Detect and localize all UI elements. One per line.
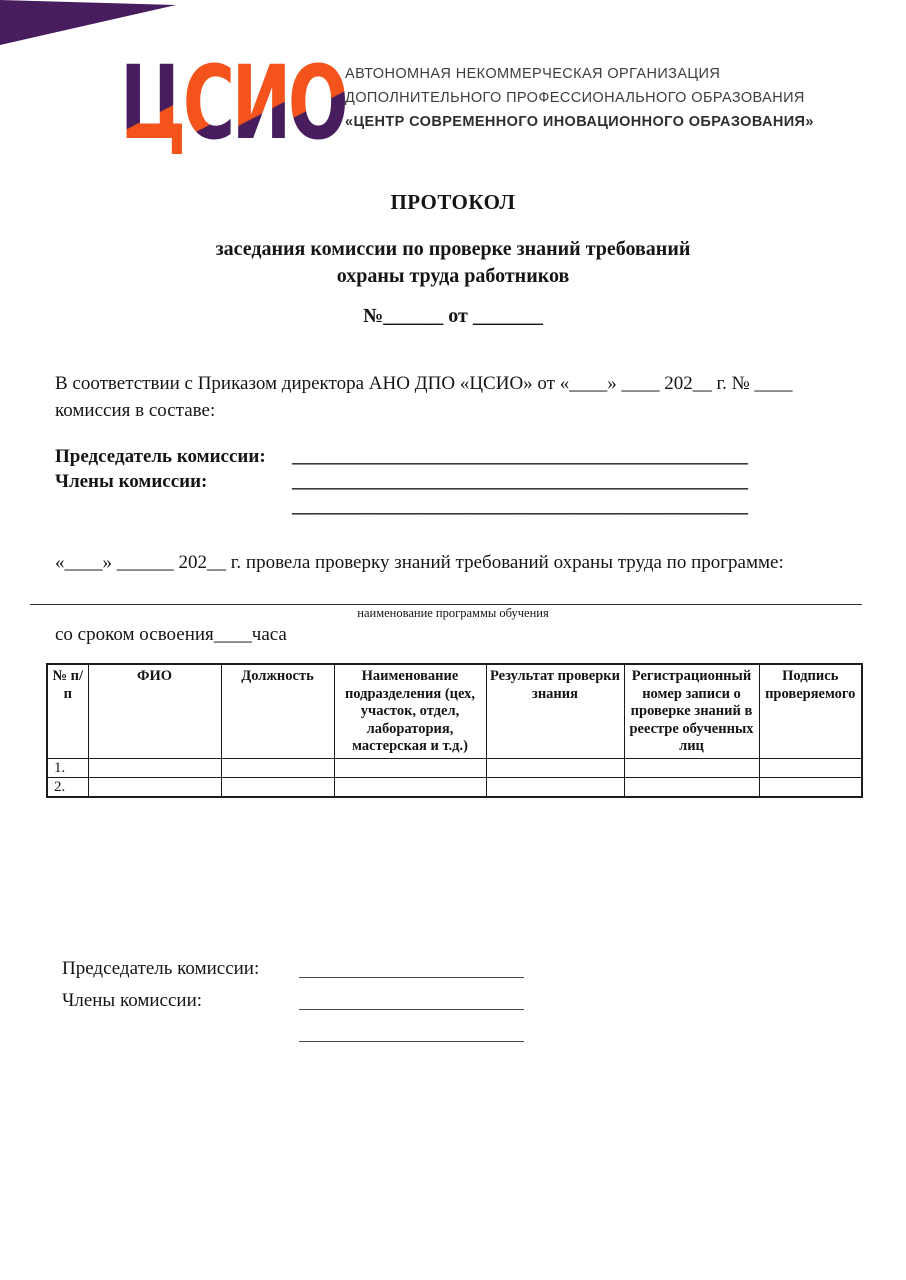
document-title: ПРОТОКОЛ: [390, 190, 516, 214]
cell-result: [486, 777, 624, 797]
program-duration-line: со сроком освоения____часа: [55, 624, 287, 645]
program-name-rule: [30, 604, 862, 605]
org-name-line3: «ЦЕНТР СОВРЕМЕННОГО ИНОВАЦИОННОГО ОБРАЗОВАНИЯ»: [345, 114, 814, 130]
cell-row-number: 2.: [47, 777, 88, 797]
table-row: [47, 777, 862, 797]
subtitle-line1: заседания комиссии по проверке знаний требований: [215, 238, 691, 260]
subtitle-line2: охраны труда работников: [336, 265, 570, 287]
signature-line: [299, 978, 524, 1010]
cell-position: [221, 758, 334, 777]
logo-letter: И: [231, 44, 288, 163]
cell-registration-number: [624, 777, 759, 797]
logo-letter: Ц: [120, 44, 183, 163]
signature-chairman-row: [62, 948, 524, 980]
intro-paragraph: В соответствии с Приказом директора АНО ДПО «ЦСИО» от «____» ____ 202__ г. № ____ комиссия в составе:: [55, 373, 793, 421]
table-row: [47, 758, 862, 777]
signature-chairman-label: Председатель комиссии:: [62, 958, 260, 979]
header-position: Должность: [221, 664, 334, 758]
cell-row-number: 1.: [47, 758, 88, 777]
signature-line: [299, 1010, 524, 1042]
committee-block: [55, 446, 748, 521]
org-name-line1: АВТОНОМНАЯ НЕКОММЕРЧЕСКАЯ ОРГАНИЗАЦИЯ: [345, 66, 721, 82]
member-fill-in-line: ________________________________________________: [292, 496, 748, 517]
knowledge-check-results-table: [46, 663, 863, 798]
examination-date-line: «____» ______ 202__ г. провела проверку знаний требований охраны труда по программе:: [55, 552, 784, 573]
csio-logo: [120, 44, 346, 163]
protocol-number-line: №______ от _______: [363, 305, 543, 327]
members-label: Члены комиссии:: [55, 471, 208, 492]
header-number: № п/п: [47, 664, 88, 758]
signature-members-row: [62, 980, 524, 1012]
cell-department: [334, 777, 486, 797]
chairman-fill-in-line: ________________________________________________: [292, 446, 748, 467]
committee-members-row: [55, 471, 748, 496]
table-header-row: [47, 664, 862, 758]
signature-extra-row: [62, 1012, 524, 1044]
chairman-label: Председатель комиссии:: [55, 446, 266, 467]
header-department: Наименование подразделения (цех, участок, отдел, лаборатория, мастерская и т.д.): [334, 664, 486, 758]
cell-signature: [759, 777, 862, 797]
committee-chairman-row: [55, 446, 748, 471]
program-name-caption: наименование программы обучения: [357, 606, 549, 620]
header-result: Результат проверки знания: [486, 664, 624, 758]
logo-letter: С: [182, 44, 232, 163]
cell-fio: [88, 758, 221, 777]
signature-line: [299, 946, 524, 978]
cell-registration-number: [624, 758, 759, 777]
cell-signature: [759, 758, 862, 777]
cell-fio: [88, 777, 221, 797]
signature-members-label: Члены комиссии:: [62, 990, 203, 1011]
logo-letter: О: [287, 44, 346, 163]
signature-block: [62, 948, 524, 1044]
header-fio: ФИО: [88, 664, 221, 758]
cell-result: [486, 758, 624, 777]
document-subtitle: [0, 236, 906, 290]
header-registration-number: Регистрационный номер записи о проверке знаний в реестре обученных лиц: [624, 664, 759, 758]
organization-name: [345, 62, 814, 134]
cell-department: [334, 758, 486, 777]
header-signature: Подпись проверяемого: [759, 664, 862, 758]
corner-triangle-decoration: [0, 0, 176, 45]
org-name-line2: ДОПОЛНИТЕЛЬНОГО ПРОФЕССИОНАЛЬНОГО ОБРАЗОВАНИЯ: [345, 90, 805, 106]
cell-position: [221, 777, 334, 797]
committee-extra-row: [55, 496, 748, 521]
member-fill-in-line: ________________________________________________: [292, 471, 748, 492]
